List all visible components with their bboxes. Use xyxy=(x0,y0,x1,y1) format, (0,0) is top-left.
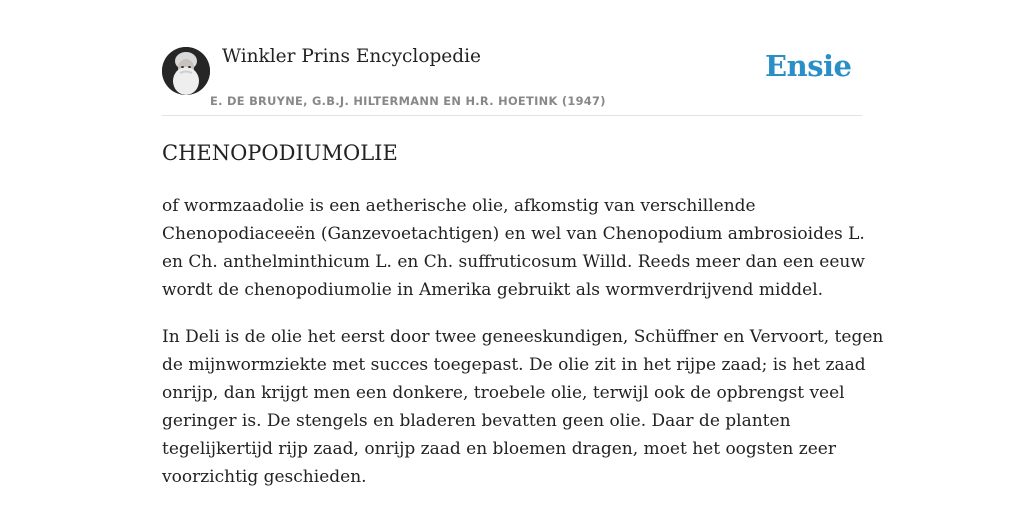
paragraph-line: en Ch. anthelminthicum L. en Ch. suffruticosum Willd. Reeds meer dan een eeuw xyxy=(162,252,865,272)
article-paragraph xyxy=(162,192,865,304)
ensie-logo[interactable]: Ensie xyxy=(765,49,852,83)
paragraph-line: geringer is. De stengels en bladeren bevatten geen olie. Daar de planten xyxy=(162,411,791,431)
paragraph-line: tegelijkertijd rijp zaad, onrijp zaad en bloemen dragen, moet het oogsten zeer xyxy=(162,439,836,459)
authors-line: E. DE BRUYNE, G.B.J. HILTERMANN EN H.R. HOETINK (1947) xyxy=(210,94,606,108)
author-avatar xyxy=(162,47,210,95)
article-body xyxy=(162,192,884,510)
source-title-link[interactable]: Winkler Prins Encyclopedie xyxy=(222,46,481,67)
bearded-man-portrait-icon xyxy=(162,47,210,95)
header-divider xyxy=(162,115,862,116)
paragraph-line: Chenopodiaceeën (Ganzevoetachtigen) en wel van Chenopodium ambrosioides L. xyxy=(162,224,865,244)
paragraph-line: of wormzaadolie is een aetherische olie, afkomstig van verschillende xyxy=(162,196,756,216)
paragraph-line: de mijnwormziekte met succes toegepast. De olie zit in het rijpe zaad; is het zaad xyxy=(162,355,866,375)
paragraph-line: In Deli is de olie het eerst door twee geneeskundigen, Schüffner en Vervoort, tegen xyxy=(162,327,884,347)
paragraph-line: voorzichtig geschieden. xyxy=(162,467,367,487)
paragraph-line: wordt de chenopodiumolie in Amerika gebruikt als wormverdrijvend middel. xyxy=(162,280,824,300)
article-paragraph xyxy=(162,323,884,491)
article-title: CHENOPODIUMOLIE xyxy=(162,141,398,165)
paragraph-line: onrijp, dan krijgt men een donkere, troebele olie, terwijl ook de opbrengst veel xyxy=(162,383,845,403)
